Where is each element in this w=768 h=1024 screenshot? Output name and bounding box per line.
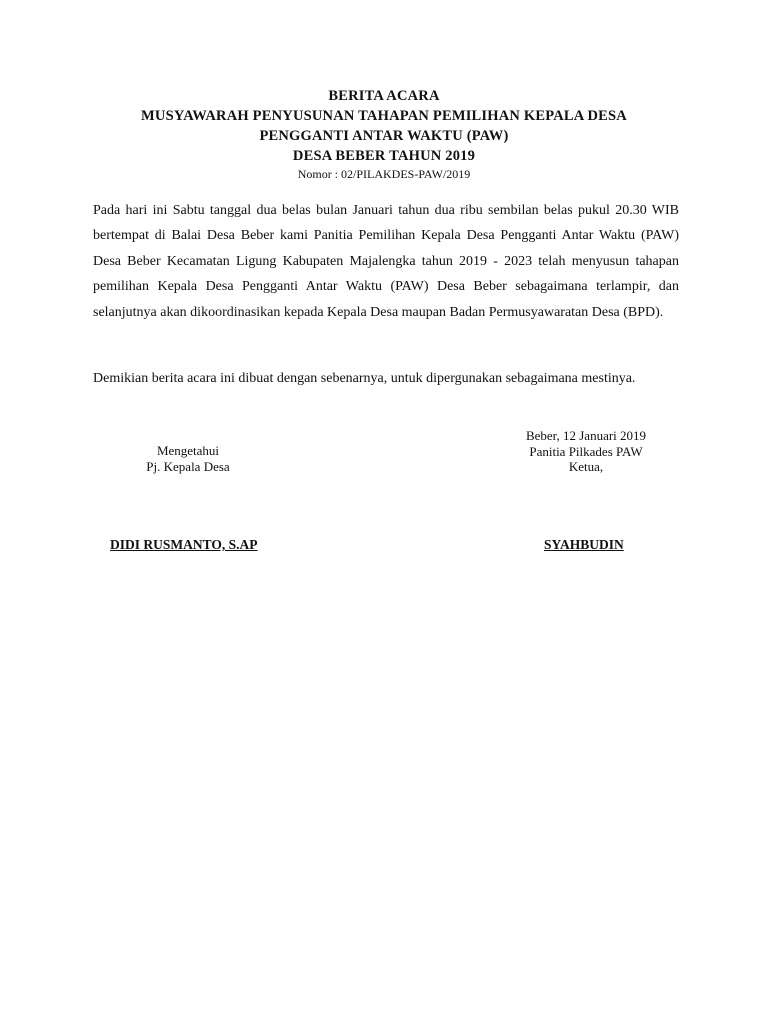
signature-left-line-1: Mengetahui [156, 443, 220, 458]
signature-block-right [500, 428, 672, 475]
signature-right-line-2: Ketua, [568, 459, 604, 474]
signature-right-line-1: Panitia Pilkades PAW [529, 443, 643, 459]
document-subtitle-line-2: PENGGANTI ANTAR WAKTU (PAW) [259, 128, 509, 144]
document-title: BERITA ACARA [328, 88, 440, 104]
body-paragraph-2: Demikian berita acara ini dibuat dengan sebenarnya, untuk dipergunakan sebagaimana mestinya. [93, 371, 636, 386]
document-subtitle-line-1: MUSYAWARAH PENYUSUNAN TAHAPAN PEMILIHAN KEPALA DESA [141, 108, 627, 124]
document-number: Nomor : 02/PILAKDES-PAW/2019 [297, 167, 471, 181]
signature-place-date: Beber, 12 Januari 2019 [525, 428, 647, 443]
document-header [0, 86, 768, 182]
signatory-name-right: SYAHBUDIN [544, 537, 624, 552]
body-paragraph-1: Pada hari ini Sabtu tanggal dua belas bulan Januari tahun dua ribu sembilan belas pukul 20.30 WIB bertempat di Balai Desa Beber kami Panitia Pemilihan Kepala Desa Pengganti Antar Waktu (PAW) Desa Beber Kecamatan Ligung Kabupaten Majalengka tahun 2019 - 2023 telah menyusun tahapan pemilihan Kepala Desa Pengganti Antar Waktu (PAW) Desa Beber sebagaimana terlampir, dan selanjutnya akan dikoordinasikan kepada Kepala Desa maupan Badan Permusyawaratan Desa (BPD). [93, 203, 679, 320]
signature-left-line-2: Pj. Kepala Desa [146, 459, 230, 474]
signature-block-left [128, 443, 248, 475]
document-subtitle-line-3: DESA BEBER TAHUN 2019 [292, 148, 476, 164]
signatory-name-left: DIDI RUSMANTO, S.AP [110, 537, 258, 552]
